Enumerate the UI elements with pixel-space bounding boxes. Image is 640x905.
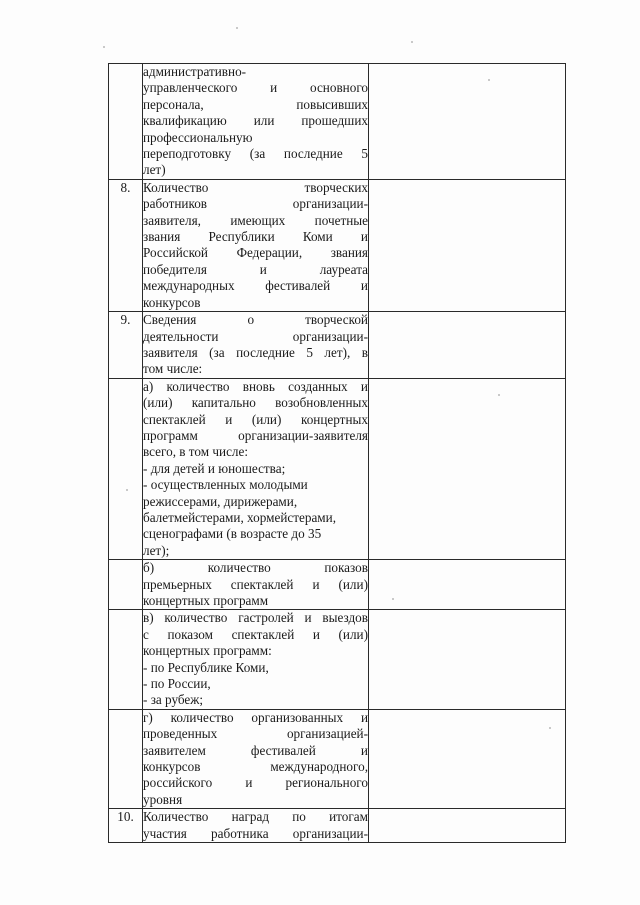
word: вновь	[242, 378, 275, 394]
criteria-table-body	[109, 64, 566, 843]
text-line	[143, 278, 368, 294]
text-line	[143, 428, 368, 444]
word: и	[360, 229, 368, 245]
text-line: - осуществленных молодыми	[143, 477, 308, 493]
word: показом	[167, 626, 213, 642]
text-line	[143, 395, 368, 411]
word: с	[143, 626, 149, 642]
word: организации-заявителя	[238, 427, 368, 443]
text-line: концертных программ	[143, 593, 269, 608]
word: переподготовку	[143, 146, 232, 162]
criteria-table	[108, 63, 566, 843]
word: победителя	[143, 261, 207, 277]
word: Республики	[208, 229, 275, 245]
text-line	[143, 113, 368, 129]
word: заявителем	[143, 742, 206, 758]
row-number-cell	[109, 378, 143, 559]
word: лауреата	[319, 261, 368, 277]
word: о	[247, 312, 255, 328]
word: имеющих	[230, 212, 286, 228]
word: Российской	[143, 245, 208, 261]
criterion-text-cell	[143, 179, 369, 311]
word: 5	[361, 146, 368, 162]
word: организованных	[251, 709, 344, 725]
word: 5	[306, 344, 313, 360]
word: Сведения	[143, 312, 197, 328]
scan-speck	[126, 489, 128, 491]
text-line: профессиональную	[143, 129, 253, 145]
word: (за	[249, 146, 266, 162]
text-line: лет);	[143, 542, 170, 558]
word: регионального	[285, 775, 368, 791]
word: заявителя	[143, 344, 198, 360]
word: созданных	[288, 378, 348, 394]
word: почетные	[314, 212, 368, 228]
table-row	[109, 378, 566, 559]
text-line	[143, 180, 368, 196]
criterion-text-cell	[143, 64, 369, 180]
scan-speck	[488, 79, 490, 81]
text-line: всего, в том числе:	[143, 444, 249, 460]
row-number-cell	[109, 709, 143, 808]
value-cell[interactable]	[369, 560, 566, 610]
word: или	[253, 113, 275, 129]
word: и	[312, 576, 320, 592]
scan-speck	[411, 41, 413, 43]
word: международных	[143, 278, 235, 294]
value-cell[interactable]	[369, 709, 566, 808]
table-row	[109, 610, 566, 709]
value-cell[interactable]	[369, 312, 566, 379]
word: наград	[231, 809, 270, 825]
row-number-cell: 9.	[109, 312, 143, 379]
word: премьерных	[143, 576, 212, 592]
word: и	[245, 775, 253, 791]
word: и	[225, 411, 233, 427]
table-row	[109, 64, 566, 180]
word: в)	[143, 610, 154, 626]
text-line	[143, 627, 368, 643]
word: деятельности	[143, 328, 219, 344]
text-line: - по России,	[143, 676, 211, 692]
criterion-text-cell	[143, 610, 369, 709]
text-line: административно-	[143, 64, 247, 79]
word: последние	[283, 146, 343, 162]
text-line	[143, 229, 368, 245]
word: управленческого	[143, 80, 238, 96]
word: количество	[164, 610, 228, 626]
word: основного	[310, 80, 368, 96]
word: показов	[324, 560, 368, 576]
text-line	[143, 610, 368, 626]
word: и	[259, 261, 267, 277]
criterion-text-cell	[143, 809, 369, 843]
text-line	[143, 245, 368, 261]
word: квалификацию	[143, 113, 227, 129]
word: спектаклей	[143, 411, 206, 427]
criterion-text-cell	[143, 560, 369, 610]
row-number-cell: 10.	[109, 809, 143, 843]
word: количество	[170, 709, 234, 725]
word: и	[270, 80, 278, 96]
text-line: режиссерами, дирижерами,	[143, 493, 298, 509]
value-cell[interactable]	[369, 809, 566, 843]
word: творческих	[304, 179, 368, 195]
text-line: - по Республике Коми,	[143, 659, 269, 675]
text-line: - для детей и юношества;	[143, 460, 286, 476]
word: количество	[207, 560, 271, 576]
word: организации-	[292, 328, 368, 344]
text-line: том числе:	[143, 361, 203, 377]
word: заявителя,	[143, 212, 201, 228]
word: (или)	[251, 411, 282, 427]
text-line: концертных программ:	[143, 643, 272, 659]
word: лет),	[324, 344, 351, 360]
word: фестивалей	[265, 278, 331, 294]
word: последние	[236, 344, 295, 360]
text-line	[143, 329, 368, 345]
word: (или)	[143, 395, 173, 411]
table-row	[109, 709, 566, 808]
text-line	[143, 213, 368, 229]
word: и	[304, 610, 312, 626]
word: прошедших	[301, 113, 368, 129]
text-line	[143, 759, 368, 775]
value-cell[interactable]	[369, 179, 566, 311]
word: работника	[211, 825, 269, 841]
text-line	[143, 710, 368, 726]
value-cell[interactable]	[369, 64, 566, 180]
row-number-cell	[109, 610, 143, 709]
text-line: конкурсов	[143, 294, 201, 310]
word: персонала,	[143, 96, 204, 112]
scan-speck	[498, 394, 500, 396]
text-line	[143, 262, 368, 278]
text-line	[143, 80, 368, 96]
criterion-text-cell	[143, 709, 369, 808]
criterion-text-cell	[143, 378, 369, 559]
word: организации-	[292, 196, 368, 212]
value-cell[interactable]	[369, 610, 566, 709]
row-number-cell	[109, 560, 143, 610]
text-line	[143, 312, 368, 328]
text-line	[143, 743, 368, 759]
table-row	[109, 560, 566, 610]
word: (или)	[338, 626, 368, 642]
table-row	[109, 809, 566, 843]
word: участия	[143, 825, 187, 841]
text-line: - за рубеж;	[143, 692, 204, 708]
word: спектаклей	[231, 626, 295, 642]
text-line: балетмейстерами, хормейстерами,	[143, 509, 336, 525]
word: выездов	[322, 610, 368, 626]
word: работников	[143, 196, 208, 212]
row-number-cell: 8.	[109, 179, 143, 311]
table-row	[109, 179, 566, 311]
word: б)	[143, 560, 155, 576]
word: Количество	[143, 809, 209, 825]
text-line	[143, 97, 368, 113]
word: по	[292, 809, 306, 825]
word: фестивалей	[250, 742, 316, 758]
word: (за	[209, 344, 225, 360]
text-line	[143, 775, 368, 791]
word: проведенных	[143, 726, 218, 742]
word: итогам	[329, 809, 368, 825]
scan-speck	[236, 27, 238, 29]
word: и	[312, 626, 320, 642]
word: конкурсов	[143, 759, 201, 775]
text-line: лет)	[143, 162, 166, 178]
word: а)	[143, 378, 154, 394]
word: гастролей	[238, 610, 294, 626]
text-line	[143, 345, 368, 361]
word: звания	[330, 245, 368, 261]
word: спектаклей	[230, 576, 294, 592]
word: Количество	[143, 179, 209, 195]
word: в	[361, 344, 368, 360]
text-line	[143, 379, 368, 395]
text-line	[143, 826, 368, 842]
word: концертных	[300, 411, 368, 427]
text-line	[143, 196, 368, 212]
text-line: сценографами (в возрасте до 35	[143, 526, 322, 542]
word: количество	[166, 378, 230, 394]
scan-speck	[549, 727, 551, 729]
value-cell[interactable]	[369, 378, 566, 559]
word: возобновленных	[275, 395, 368, 411]
word: и	[360, 378, 368, 394]
text-line	[143, 412, 368, 428]
word: звания	[143, 229, 181, 245]
word: организации-	[292, 825, 368, 841]
row-number-cell	[109, 64, 143, 180]
word: и	[360, 742, 368, 758]
scan-speck	[392, 598, 394, 600]
text-line	[143, 560, 368, 576]
word: капитально	[191, 395, 256, 411]
word: и	[360, 278, 368, 294]
scan-speck	[103, 46, 105, 48]
word: российского	[143, 775, 213, 791]
word: повысивших	[296, 96, 368, 112]
word: программ	[143, 427, 198, 443]
text-line	[143, 146, 368, 162]
text-line	[143, 809, 368, 825]
word: г)	[143, 709, 153, 725]
word: и	[360, 709, 368, 725]
word: Федерации,	[236, 245, 303, 261]
word: международного,	[270, 759, 368, 775]
text-line: уровня	[143, 791, 183, 807]
text-line	[143, 726, 368, 742]
word: (или)	[338, 576, 368, 592]
criterion-text-cell	[143, 312, 369, 379]
table-row	[109, 312, 566, 379]
word: организацией-	[286, 726, 368, 742]
word: творческой	[305, 312, 368, 328]
word: Коми	[302, 229, 333, 245]
text-line	[143, 577, 368, 593]
